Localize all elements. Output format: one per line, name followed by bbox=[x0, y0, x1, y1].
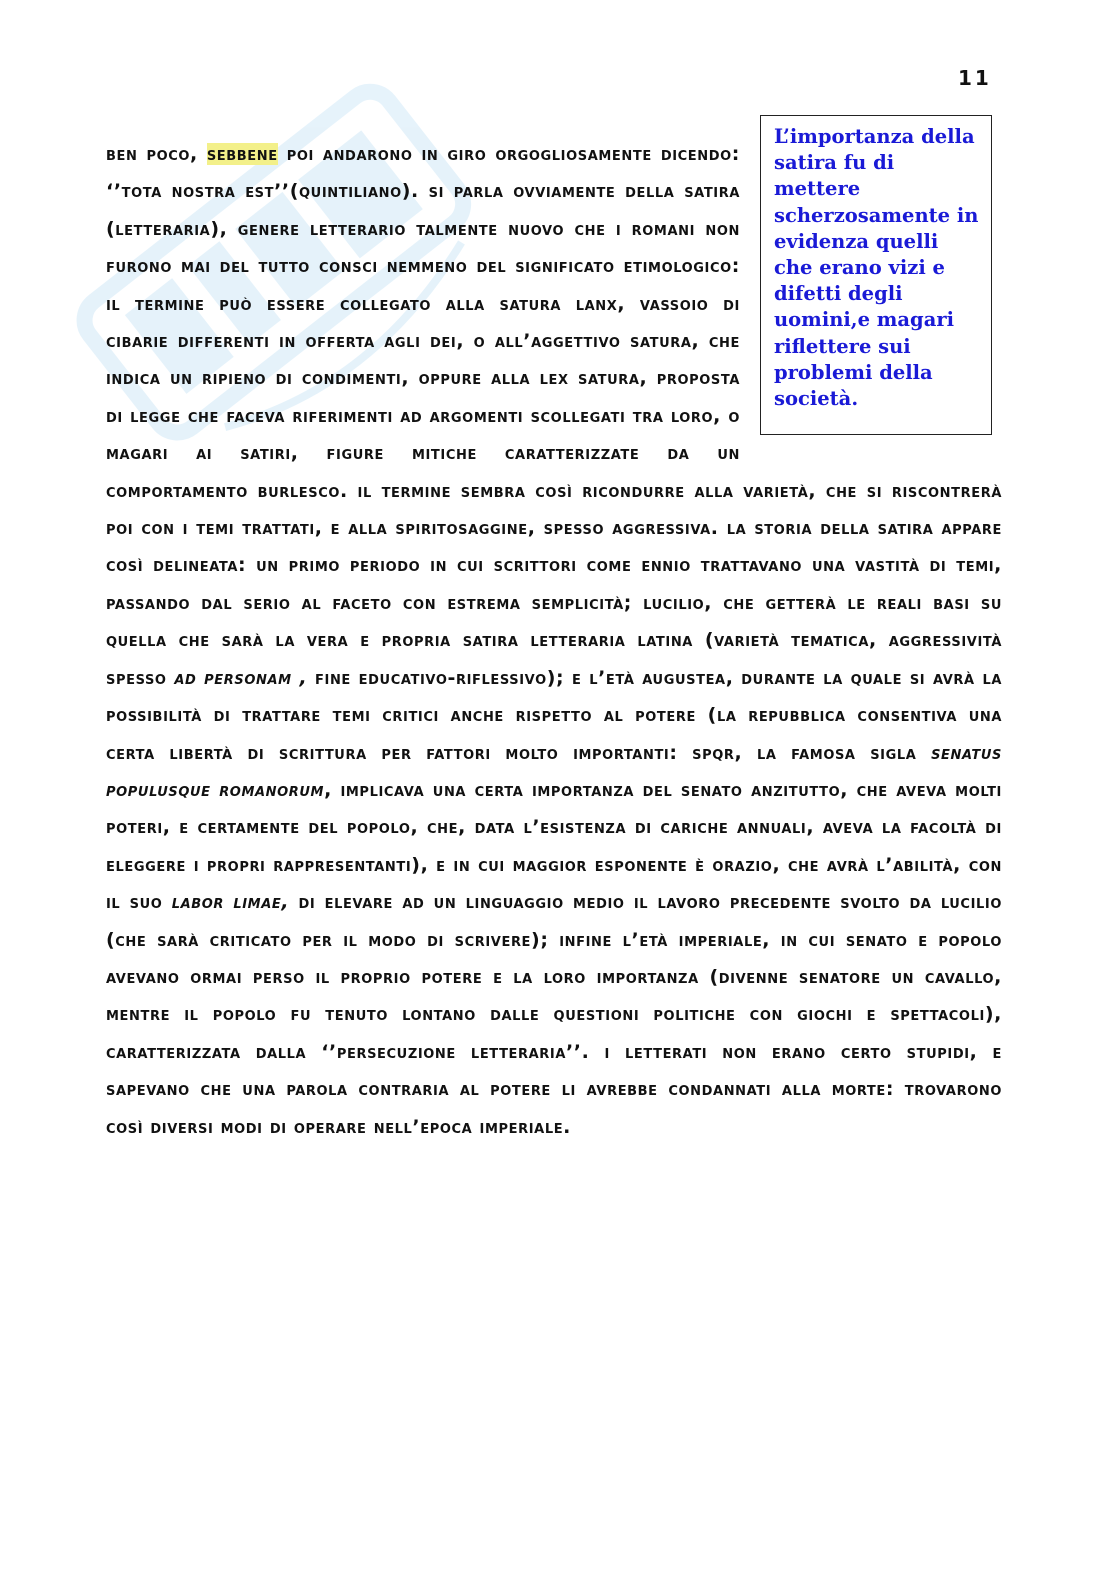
italic-term: senatus populusque romanorum bbox=[106, 741, 1002, 801]
italic-term: labor limae, bbox=[171, 891, 290, 914]
body-segment: fine educativo-riflessivo); e l’età augustea, durante la quale si avrà la possibilità di trattare temi critici anche rispetto al potere (la repubblica consentiva una certa libertà di scrittura per fattori molto importanti: spqr, la famosa sigla bbox=[106, 666, 1003, 764]
body-segment: poi andarono in giro orgogliosamente dicendo: ‘’tota nostra est’’(quintiliano). si parla ovviamente della bbox=[106, 143, 740, 203]
body-segment: , implicava una certa importanza del senato anzitutto, che aveva molti poteri, e certamente del popolo, che, data l’esistenza di cariche annuali, aveva la facoltà di eleggere i propri rappresentanti), e in cui maggior esponente è orazio, che avrà l’abilità, con il suo bbox=[106, 778, 1002, 914]
sidebar-space bbox=[740, 136, 1002, 436]
body-paragraph bbox=[106, 136, 1002, 1146]
page-number: 11 bbox=[958, 66, 992, 90]
body-segment: ben poco, bbox=[106, 143, 207, 165]
bold-term: satira bbox=[684, 180, 740, 203]
italic-term: ad personam , bbox=[174, 666, 308, 689]
body-segment: (letteraria), genere letterario talmente nuovo che i romani non furono mai del tutto consci nemmeno del significato etimologico: il termine può essere collegato alla satura lanx, vassoio di cibarie differenti in offerta agli dei, o all’aggettivo satura, che indica un ripieno di condimenti, oppure alla lex satura, proposta di legge che faceva riferimenti ad argomenti scollegati tra loro, o magari ai satiri, figure mitiche caratterizzate da un comportamento burlesco. il termine sembra così ricondurre alla varietà, che si riscontrerà poi con i temi trattati, e alla spiritosaggine, spesso aggressiva. la storia della satira appare così delineata: un primo periodo in cui scrittori come ennio trattavano una vastità di temi, passando dal serio al faceto con estrema semplicità; lucilio, che getterà le reali basi su quella che sarà la vera e propria satira letteraria latina (varietà tematica, aggressività spesso bbox=[106, 217, 1002, 689]
highlighted-word: sebbene bbox=[206, 143, 278, 165]
body-segment: di elevare ad un linguaggio medio il lavoro precedente svolto da lucilio (che sarà criticato per il modo di scrivere); infine l’età imperiale, in cui senato e popolo avevano ormai perso il proprio potere e la loro importanza (divenne senatore un cavallo, mentre il popolo fu tenuto lontano dalle questioni politiche con giochi e spettacoli), caratterizzata dalla ‘’persecuzione letteraria’’. i letterati non erano certo stupidi, e sapevano che una parola contraria al potere li avrebbe condannati alla morte: trovarono così diversi modi di operare nell’epoca imperiale. bbox=[106, 891, 1002, 1138]
sidebar-note: L’importanza della satira fu di mettere scherzosamente in evidenza quelli che erano vizi e difetti degli uomini,e magari riflettere sui problemi della società. bbox=[760, 115, 992, 435]
